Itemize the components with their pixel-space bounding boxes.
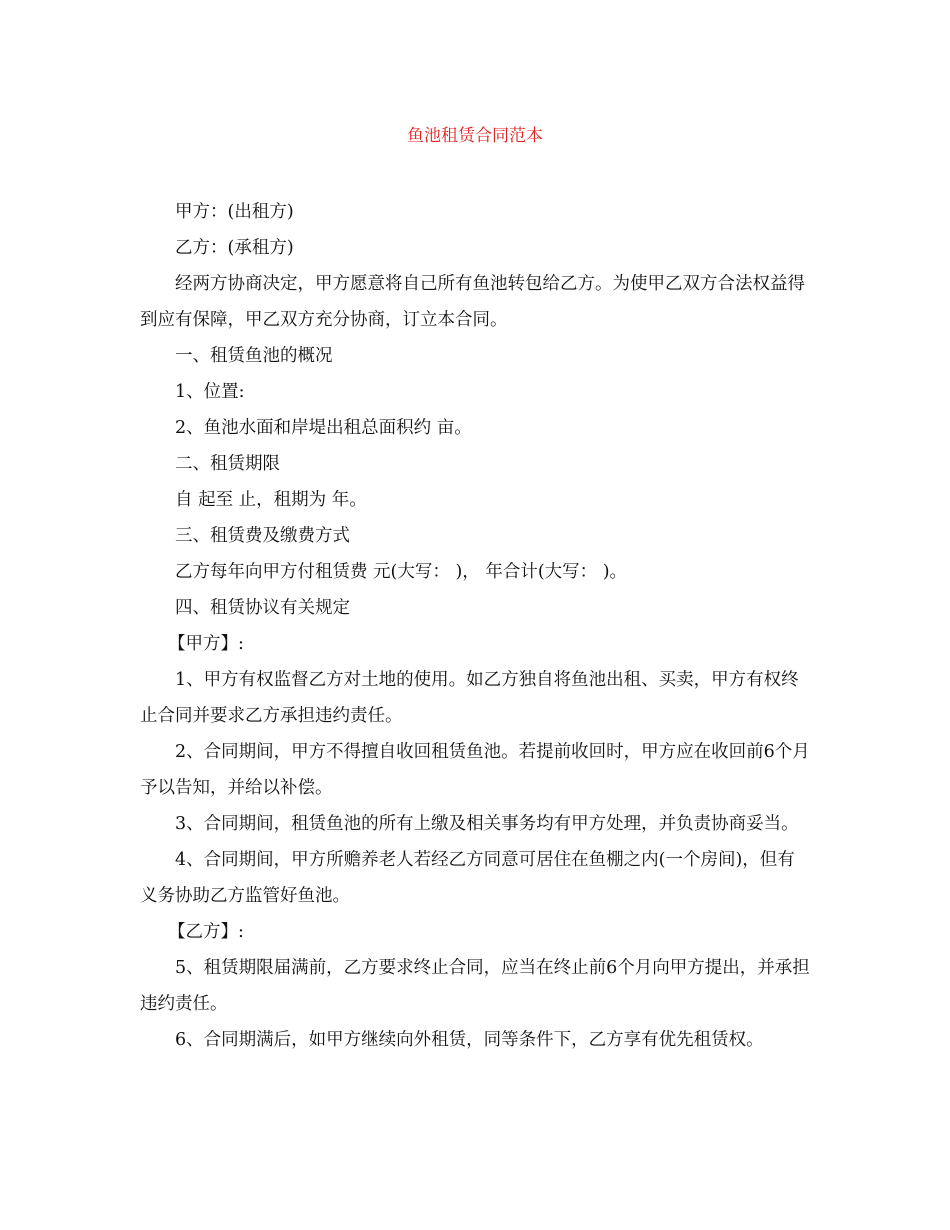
section-heading-term: 二、租赁期限 [175, 454, 280, 474]
clause-2: 2、合同期间，甲方不得擅自收回租赁鱼池。若提前收回时，甲方应在收回前6个月予以告知，并给以补偿。 [140, 742, 810, 798]
clause-4: 4、合同期间，甲方所赡养老人若经乙方同意可居住在鱼棚之内(一个房间)，但有义务协助乙方监管好鱼池。 [140, 850, 795, 906]
clause-location: 1、位置: [175, 382, 245, 402]
document-title: 鱼池租赁合同范本 [407, 126, 543, 146]
clause-area: 2、鱼池水面和岸堤出租总面积约 亩。 [175, 418, 472, 438]
party-a-heading: 【甲方】: [168, 634, 244, 654]
clause-term: 自 起至 止，租期为 年。 [175, 490, 367, 510]
clause-1: 1、甲方有权监督乙方对土地的使用。如乙方独自将鱼池出租、买卖，甲方有权终止合同并要求乙方承担违约责任。 [140, 670, 799, 726]
document-body [140, 194, 812, 1058]
clause-5: 5、租赁期限届满前，乙方要求终止合同，应当在终止前6个月向甲方提出，并承担违约责任。 [140, 958, 810, 1014]
preamble-paragraph: 经两方协商决定，甲方愿意将自己所有鱼池转包给乙方。为使甲乙双方合法权益得到应有保障，甲乙双方充分协商，订立本合同。 [140, 274, 805, 330]
clause-3: 3、合同期间，租赁鱼池的所有上缴及相关事务均有甲方处理，并负责协商妥当。 [175, 814, 799, 834]
party-b-line: 乙方：(承租方) [175, 238, 294, 258]
clause-6: 6、合同期满后，如甲方继续向外租赁，同等条件下，乙方享有优先租赁权。 [175, 1030, 764, 1050]
section-heading-overview: 一、租赁鱼池的概况 [175, 346, 333, 366]
party-a-line: 甲方：(出租方) [175, 202, 294, 222]
section-heading-provisions: 四、租赁协议有关规定 [175, 598, 350, 618]
section-heading-fees: 三、租赁费及缴费方式 [175, 526, 350, 546]
clause-fees: 乙方每年向甲方付租赁费 元(大写： )， 年合计(大写： )。 [175, 562, 628, 582]
party-b-heading: 【乙方】: [168, 922, 244, 942]
